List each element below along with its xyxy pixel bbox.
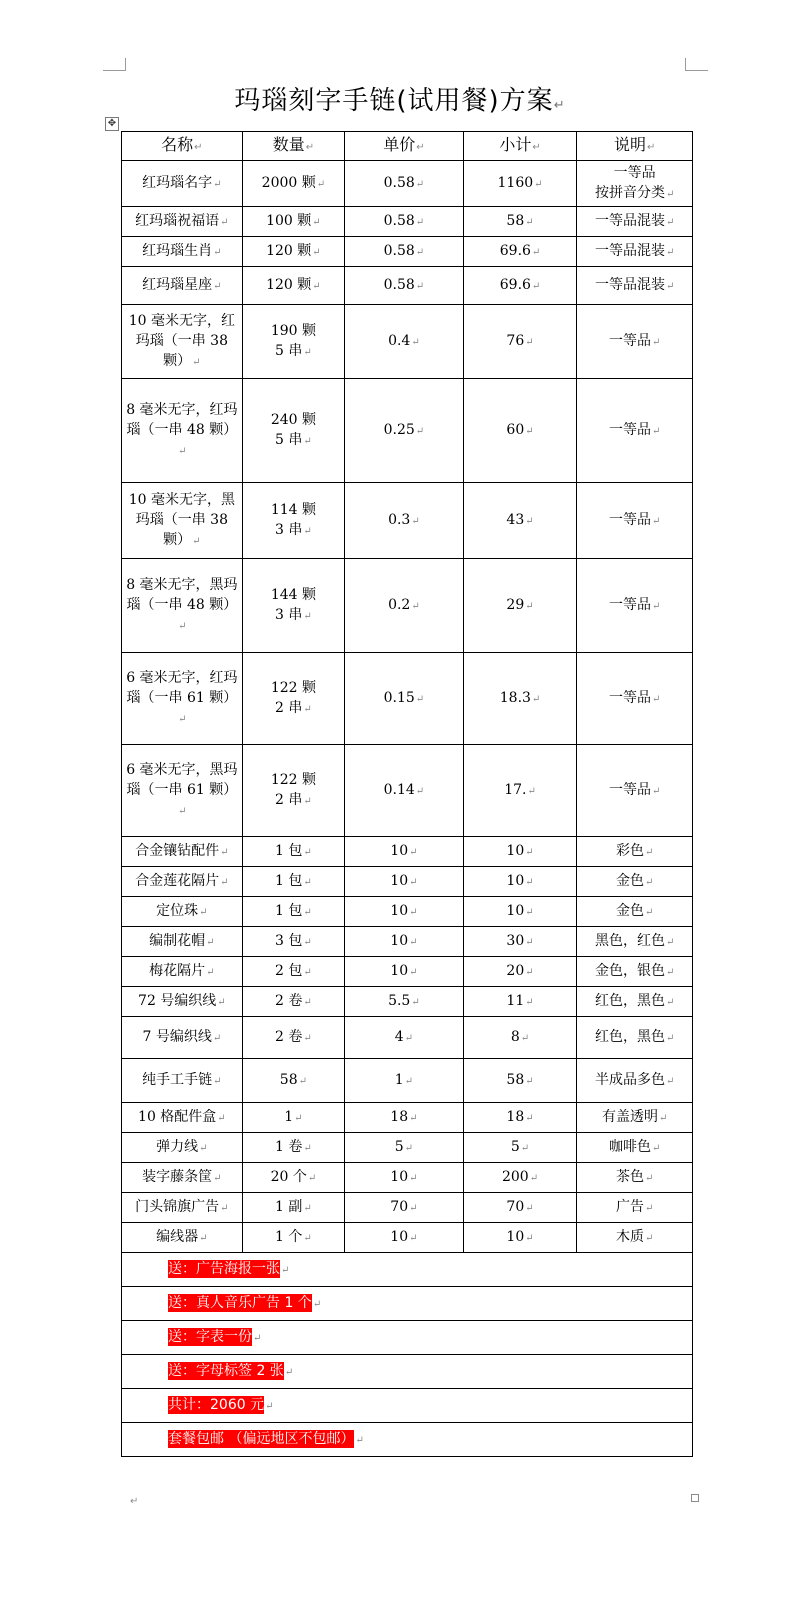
cell-qty: 144 颗 3 串↵ <box>242 559 344 653</box>
note-cell: 送：真人音乐广告 1 个↵ <box>122 1287 693 1321</box>
cell-qty: 122 颗 2 串↵ <box>242 745 344 837</box>
note-cell: 套餐包邮 （偏远地区不包邮）↵ <box>122 1423 693 1457</box>
table-row <box>122 207 693 237</box>
header-qty: 数量↵ <box>242 132 344 161</box>
table-row <box>122 1163 693 1193</box>
cell-qty: 1 卷↵ <box>242 1133 344 1163</box>
page-corner-top-right <box>685 58 708 71</box>
cell-name: 梅花隔片↵ <box>122 957 243 987</box>
cell-subtotal: 69.6↵ <box>463 267 577 305</box>
header-price: 单价↵ <box>345 132 464 161</box>
cell-name: 装字藤条筐↵ <box>122 1163 243 1193</box>
table-row <box>122 1193 693 1223</box>
end-paragraph-mark: ↵ <box>130 1496 139 1507</box>
table-row <box>122 483 693 559</box>
table-row <box>122 837 693 867</box>
cell-name: 10 毫米无字，黑玛瑙（一串 38 颗）↵ <box>122 483 243 559</box>
cell-name: 弹力线↵ <box>122 1133 243 1163</box>
cell-qty: 1 包↵ <box>242 837 344 867</box>
cell-qty: 2 卷↵ <box>242 1017 344 1059</box>
cell-subtotal: 18↵ <box>463 1103 577 1133</box>
gift-note-text: 套餐包邮 （偏远地区不包邮） <box>168 1430 355 1447</box>
cell-price: 4↵ <box>345 1017 464 1059</box>
plan-table <box>121 131 693 1457</box>
cell-price: 10↵ <box>345 897 464 927</box>
cell-subtotal: 43↵ <box>463 483 577 559</box>
cell-name: 6 毫米无字，红玛瑙（一串 61 颗）↵ <box>122 653 243 745</box>
cell-subtotal: 1160↵ <box>463 161 577 207</box>
cell-qty: 120 颗↵ <box>242 267 344 305</box>
cell-qty: 2 卷↵ <box>242 987 344 1017</box>
cell-price: 10↵ <box>345 927 464 957</box>
cell-name: 72 号编织线↵ <box>122 987 243 1017</box>
note-cell: 送：字表一份↵ <box>122 1321 693 1355</box>
cell-subtotal: 76↵ <box>463 305 577 379</box>
cell-qty: 58↵ <box>242 1059 344 1103</box>
note-row <box>122 1355 693 1389</box>
cell-name: 8 毫米无字，红玛瑙（一串 48 颗）↵ <box>122 379 243 483</box>
cell-name: 红玛瑙名字↵ <box>122 161 243 207</box>
cell-note: 咖啡色↵ <box>577 1133 693 1163</box>
cell-price: 18↵ <box>345 1103 464 1133</box>
cell-subtotal: 5↵ <box>463 1133 577 1163</box>
table-resize-handle[interactable] <box>691 1494 699 1502</box>
note-row <box>122 1253 693 1287</box>
cell-qty: 1 副↵ <box>242 1193 344 1223</box>
cell-note: 红色，黑色↵ <box>577 987 693 1017</box>
cell-price: 0.15↵ <box>345 653 464 745</box>
note-row <box>122 1287 693 1321</box>
cell-note: 金色↵ <box>577 867 693 897</box>
cell-note: 一等品↵ <box>577 379 693 483</box>
note-cell: 共计：2060 元↵ <box>122 1389 693 1423</box>
gift-note-text: 送：字母标签 2 张 <box>168 1362 284 1379</box>
cell-qty: 1 个↵ <box>242 1223 344 1253</box>
cell-name: 编线器↵ <box>122 1223 243 1253</box>
note-cell: 送：广告海报一张↵ <box>122 1253 693 1287</box>
cell-name: 10 格配件盒↵ <box>122 1103 243 1133</box>
cell-name: 8 毫米无字，黑玛瑙（一串 48 颗）↵ <box>122 559 243 653</box>
cell-note: 黑色，红色↵ <box>577 927 693 957</box>
cell-price: 10↵ <box>345 1163 464 1193</box>
cell-qty: 190 颗 5 串↵ <box>242 305 344 379</box>
cell-note: 木质↵ <box>577 1223 693 1253</box>
cell-name: 红玛瑙生肖↵ <box>122 237 243 267</box>
cell-subtotal: 60↵ <box>463 379 577 483</box>
cell-subtotal: 10↵ <box>463 1223 577 1253</box>
cell-name: 编制花帽↵ <box>122 927 243 957</box>
cell-qty: 240 颗 5 串↵ <box>242 379 344 483</box>
cell-name: 红玛瑙祝福语↵ <box>122 207 243 237</box>
header-name: 名称↵ <box>122 132 243 161</box>
cell-note: 广告↵ <box>577 1193 693 1223</box>
cell-subtotal: 18.3↵ <box>463 653 577 745</box>
cell-note: 一等品↵ <box>577 483 693 559</box>
cell-name: 合金镶钻配件↵ <box>122 837 243 867</box>
table-row <box>122 267 693 305</box>
cell-subtotal: 70↵ <box>463 1193 577 1223</box>
cell-price: 0.2↵ <box>345 559 464 653</box>
table-row <box>122 1059 693 1103</box>
cell-subtotal: 29↵ <box>463 559 577 653</box>
cell-note: 一等品混装↵ <box>577 237 693 267</box>
header-note: 说明↵ <box>577 132 693 161</box>
total-text: 共计：2060 元 <box>168 1396 265 1413</box>
cell-note: 半成品多色↵ <box>577 1059 693 1103</box>
cell-name: 7 号编织线↵ <box>122 1017 243 1059</box>
cell-qty: 114 颗 3 串↵ <box>242 483 344 559</box>
cell-subtotal: 10↵ <box>463 867 577 897</box>
cell-subtotal: 69.6↵ <box>463 237 577 267</box>
table-row <box>122 653 693 745</box>
cell-note: 有盖透明↵ <box>577 1103 693 1133</box>
cell-subtotal: 20↵ <box>463 957 577 987</box>
cell-price: 10↵ <box>345 837 464 867</box>
cell-price: 0.14↵ <box>345 745 464 837</box>
table-row <box>122 1103 693 1133</box>
cell-name: 纯手工手链↵ <box>122 1059 243 1103</box>
cell-subtotal: 58↵ <box>463 207 577 237</box>
cell-subtotal: 17.↵ <box>463 745 577 837</box>
table-row <box>122 1133 693 1163</box>
header-subtotal: 小计↵ <box>463 132 577 161</box>
gift-note-text: 送：真人音乐广告 1 个 <box>168 1294 312 1311</box>
table-row <box>122 745 693 837</box>
cell-price: 5↵ <box>345 1133 464 1163</box>
cell-qty: 1 包↵ <box>242 897 344 927</box>
table-row <box>122 897 693 927</box>
cell-subtotal: 10↵ <box>463 897 577 927</box>
cell-qty: 1↵ <box>242 1103 344 1133</box>
cell-note: 金色↵ <box>577 897 693 927</box>
note-row <box>122 1423 693 1457</box>
cell-qty: 3 包↵ <box>242 927 344 957</box>
cell-note: 一等品↵ <box>577 559 693 653</box>
cell-qty: 2 包↵ <box>242 957 344 987</box>
note-cell: 送：字母标签 2 张↵ <box>122 1355 693 1389</box>
table-row <box>122 237 693 267</box>
cell-price: 5.5↵ <box>345 987 464 1017</box>
table-row <box>122 305 693 379</box>
cell-qty: 100 颗↵ <box>242 207 344 237</box>
cell-name: 6 毫米无字，黑玛瑙（一串 61 颗）↵ <box>122 745 243 837</box>
cell-note: 金色，银色↵ <box>577 957 693 987</box>
page-corner-top-left <box>103 58 126 71</box>
cell-qty: 20 个↵ <box>242 1163 344 1193</box>
cell-price: 0.58↵ <box>345 267 464 305</box>
table-row <box>122 559 693 653</box>
cell-name: 10 毫米无字，红玛瑙（一串 38 颗）↵ <box>122 305 243 379</box>
cell-price: 0.58↵ <box>345 161 464 207</box>
cell-subtotal: 8↵ <box>463 1017 577 1059</box>
cell-price: 0.3↵ <box>345 483 464 559</box>
cell-note: 一等品↵ <box>577 653 693 745</box>
header-row <box>122 132 693 161</box>
cell-qty: 122 颗 2 串↵ <box>242 653 344 745</box>
gift-note-text: 送：广告海报一张 <box>168 1260 280 1277</box>
cell-note: 红色，黑色↵ <box>577 1017 693 1059</box>
note-row <box>122 1321 693 1355</box>
cell-note: 一等品混装↵ <box>577 207 693 237</box>
cell-subtotal: 200↵ <box>463 1163 577 1193</box>
cell-name: 合金莲花隔片↵ <box>122 867 243 897</box>
cell-qty: 1 包↵ <box>242 867 344 897</box>
cell-price: 0.25↵ <box>345 379 464 483</box>
cell-price: 1↵ <box>345 1059 464 1103</box>
table-row <box>122 1017 693 1059</box>
cell-price: 10↵ <box>345 1223 464 1253</box>
table-row <box>122 867 693 897</box>
cell-price: 0.58↵ <box>345 207 464 237</box>
cell-subtotal: 30↵ <box>463 927 577 957</box>
cell-subtotal: 11↵ <box>463 987 577 1017</box>
table-row <box>122 161 693 207</box>
cell-note: 彩色↵ <box>577 837 693 867</box>
cell-subtotal: 10↵ <box>463 837 577 867</box>
table-move-handle-icon[interactable]: ✥ <box>105 117 119 131</box>
cell-name: 定位珠↵ <box>122 897 243 927</box>
cell-name: 红玛瑙星座↵ <box>122 267 243 305</box>
cell-note: 一等品 按拼音分类↵ <box>577 161 693 207</box>
cell-price: 10↵ <box>345 867 464 897</box>
cell-name: 门头锦旗广告↵ <box>122 1193 243 1223</box>
table-row <box>122 987 693 1017</box>
document-title: 玛瑙刻字手链(试用餐)方案↵ <box>234 86 566 116</box>
cell-note: 一等品↵ <box>577 745 693 837</box>
table-row <box>122 957 693 987</box>
cell-price: 0.58↵ <box>345 237 464 267</box>
table-row <box>122 379 693 483</box>
note-row <box>122 1389 693 1423</box>
cell-subtotal: 58↵ <box>463 1059 577 1103</box>
gift-note-text: 送：字表一份 <box>168 1328 252 1345</box>
cell-price: 0.4↵ <box>345 305 464 379</box>
cell-price: 70↵ <box>345 1193 464 1223</box>
cell-qty: 2000 颗↵ <box>242 161 344 207</box>
cell-price: 10↵ <box>345 957 464 987</box>
cell-note: 一等品↵ <box>577 305 693 379</box>
cell-note: 一等品混装↵ <box>577 267 693 305</box>
cell-qty: 120 颗↵ <box>242 237 344 267</box>
table-row <box>122 927 693 957</box>
cell-note: 茶色↵ <box>577 1163 693 1193</box>
table-row <box>122 1223 693 1253</box>
